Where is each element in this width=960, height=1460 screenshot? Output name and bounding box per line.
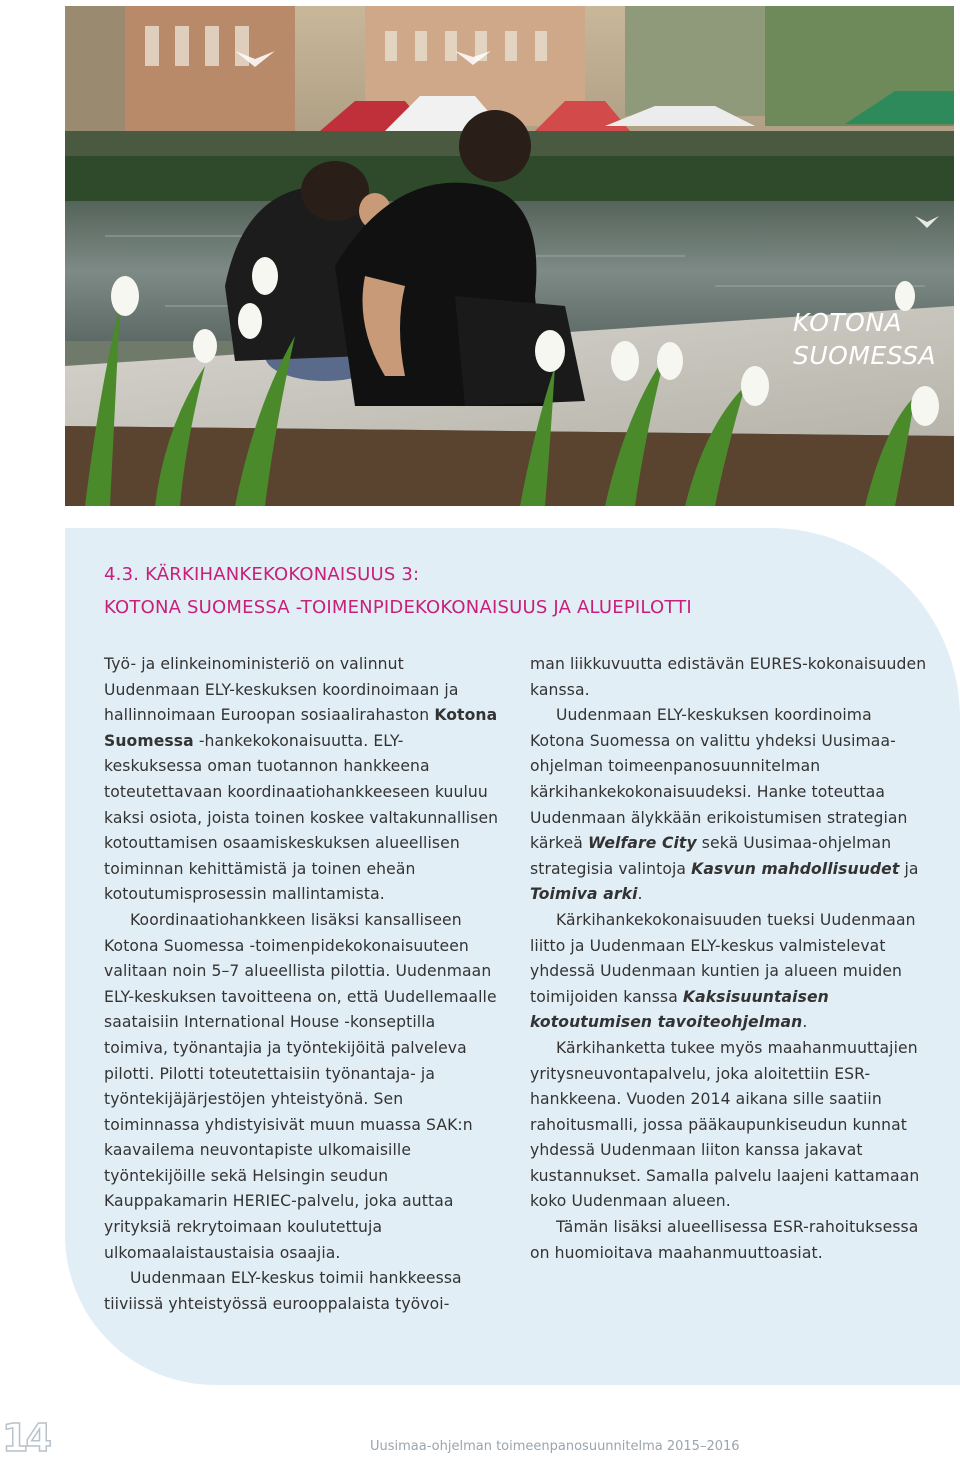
photo-caption <box>793 306 954 372</box>
right-p2-toimiva-arki: Toimiva arki <box>530 885 638 904</box>
right-paragraph-1: man liikkuvuutta edistävän EURES-kokonaisuuden kanssa. <box>530 655 927 699</box>
section-heading-line1: 4.3. KÄRKIHANKEKOKONAISUUS 3: <box>104 564 420 585</box>
right-paragraph-3 <box>530 908 930 1036</box>
right-paragraph-5: Tämän lisäksi alueellisessa ESR-rahoituksessa on huomioitava maahanmuuttoasiat. <box>530 1218 919 1262</box>
left-paragraph-1 <box>104 652 499 908</box>
right-column <box>530 652 930 1266</box>
photo-caption-line2: SUOMESSA <box>793 341 937 370</box>
photo-caption-line1: KOTONA <box>793 308 903 337</box>
left-paragraph-2: Koordinaatiohankkeen lisäksi kansalliseen Kotona Suomessa -toimenpidekokonaisuuteen valitaan noin 5–7 alueellista pilottia. Uudenmaan ELY-keskuksen tavoitteena on, että Uudellemaalle saataisiin International House -konseptilla toimiva, työnantajia ja työntekijöitä palveleva pilotti. Pilotti toteutettaisiin työnantaja- ja työntekijäjärjestöjen yhteistyönä. Sen toiminnassa yhdistyisivät muun muassa SAK:n kaavailema neuvontapiste ulkomaisille työntekijöille sekä Helsingin seudun Kauppakamarin HERIEC-palvelu, joka auttaa yrityksiä rekrytoimaan koulutettuja ulkomaalaistaustaisia osaajia. <box>104 910 497 1262</box>
right-paragraph-4: Kärkihanketta tukee myös maahanmuuttajien yritysneuvontapalvelu, joka aloitettiin ESR-hankkeena. Vuoden 2014 aikana sille saatiin rahoitusmalli, jossa pääkaupunkiseudun kunnat yhdessä Uudenmaan liiton kanssa jakavat kustannukset. Samalla palvelu laajeni kattamaan koko Uudenmaan alueen. <box>530 1038 920 1211</box>
park-scene-illustration <box>65 6 954 506</box>
page-number: 14 <box>2 1416 49 1460</box>
section-heading <box>104 558 924 624</box>
section-heading-line2: KOTONA SUOMESSA -TOIMENPIDEKOKONAISUUS JA ALUEPILOTTI <box>104 597 692 618</box>
right-p2-text-d: . <box>637 885 643 904</box>
right-paragraph-2 <box>530 703 930 908</box>
hero-photo <box>65 6 954 506</box>
right-p3-text-a: Kärkihankekokonaisuuden tueksi Uudenmaan liitto ja Uudenmaan ELY-keskus valmistelevat yhdessä Uudenmaan kuntien ja alueen muiden toimijoiden kanssa <box>530 910 916 1006</box>
left-p1-text-b: -hankekokonaisuutta. ELY-keskuksessa oman tuotannon hankkeena toteutettavaan koordinaatiohankkeeseen kuuluu kaksi osiota, joista toinen koskee valtakunnallisen kotouttamisen osaamiskeskuksen alueellisen toiminnan kehittämistä ja toinen eheän kotoutumisprosessin mallintamista. <box>104 731 499 904</box>
left-paragraph-3: Uudenmaan ELY-keskus toimii hankkeessa tiiviissä yhteistyössä eurooppalaista työvoi- <box>104 1269 462 1313</box>
right-p2-text-b: sekä Uusimaa-ohjelman strategisia valintoja <box>530 834 892 878</box>
right-p2-kasvun: Kasvun mahdollisuudet <box>691 859 900 878</box>
left-p1-text-a: Työ- ja elinkeinoministeriö on valinnut Uudenmaan ELY-keskuksen koordinoimaan ja hallinnoimaan Euroopan sosiaalirahaston <box>104 655 459 725</box>
right-p3-ohjelma: Kaksisuuntaisen kotoutumisen tavoiteohjelman <box>530 987 829 1032</box>
left-column <box>104 652 499 1317</box>
right-p2-text-a: Uudenmaan ELY-keskuksen koordinoima Kotona Suomessa on valittu yhdeksi Uusimaa-ohjelman toimeenpanosuunnitelman kärkihankekokonaisuudeksi. Hanke toteuttaa Uudenmaan älykkään erikoistumisen strategian kärkeä <box>530 706 908 853</box>
footer-publication-title: Uusimaa-ohjelman toimeenpanosuunnitelma 2015–2016 <box>370 1439 740 1454</box>
right-p2-welfare-city: Welfare City <box>588 834 697 853</box>
right-p2-text-c: ja <box>899 859 919 878</box>
right-p3-text-b: . <box>802 1013 808 1032</box>
left-p1-bold: Kotona Suomessa <box>104 706 498 750</box>
